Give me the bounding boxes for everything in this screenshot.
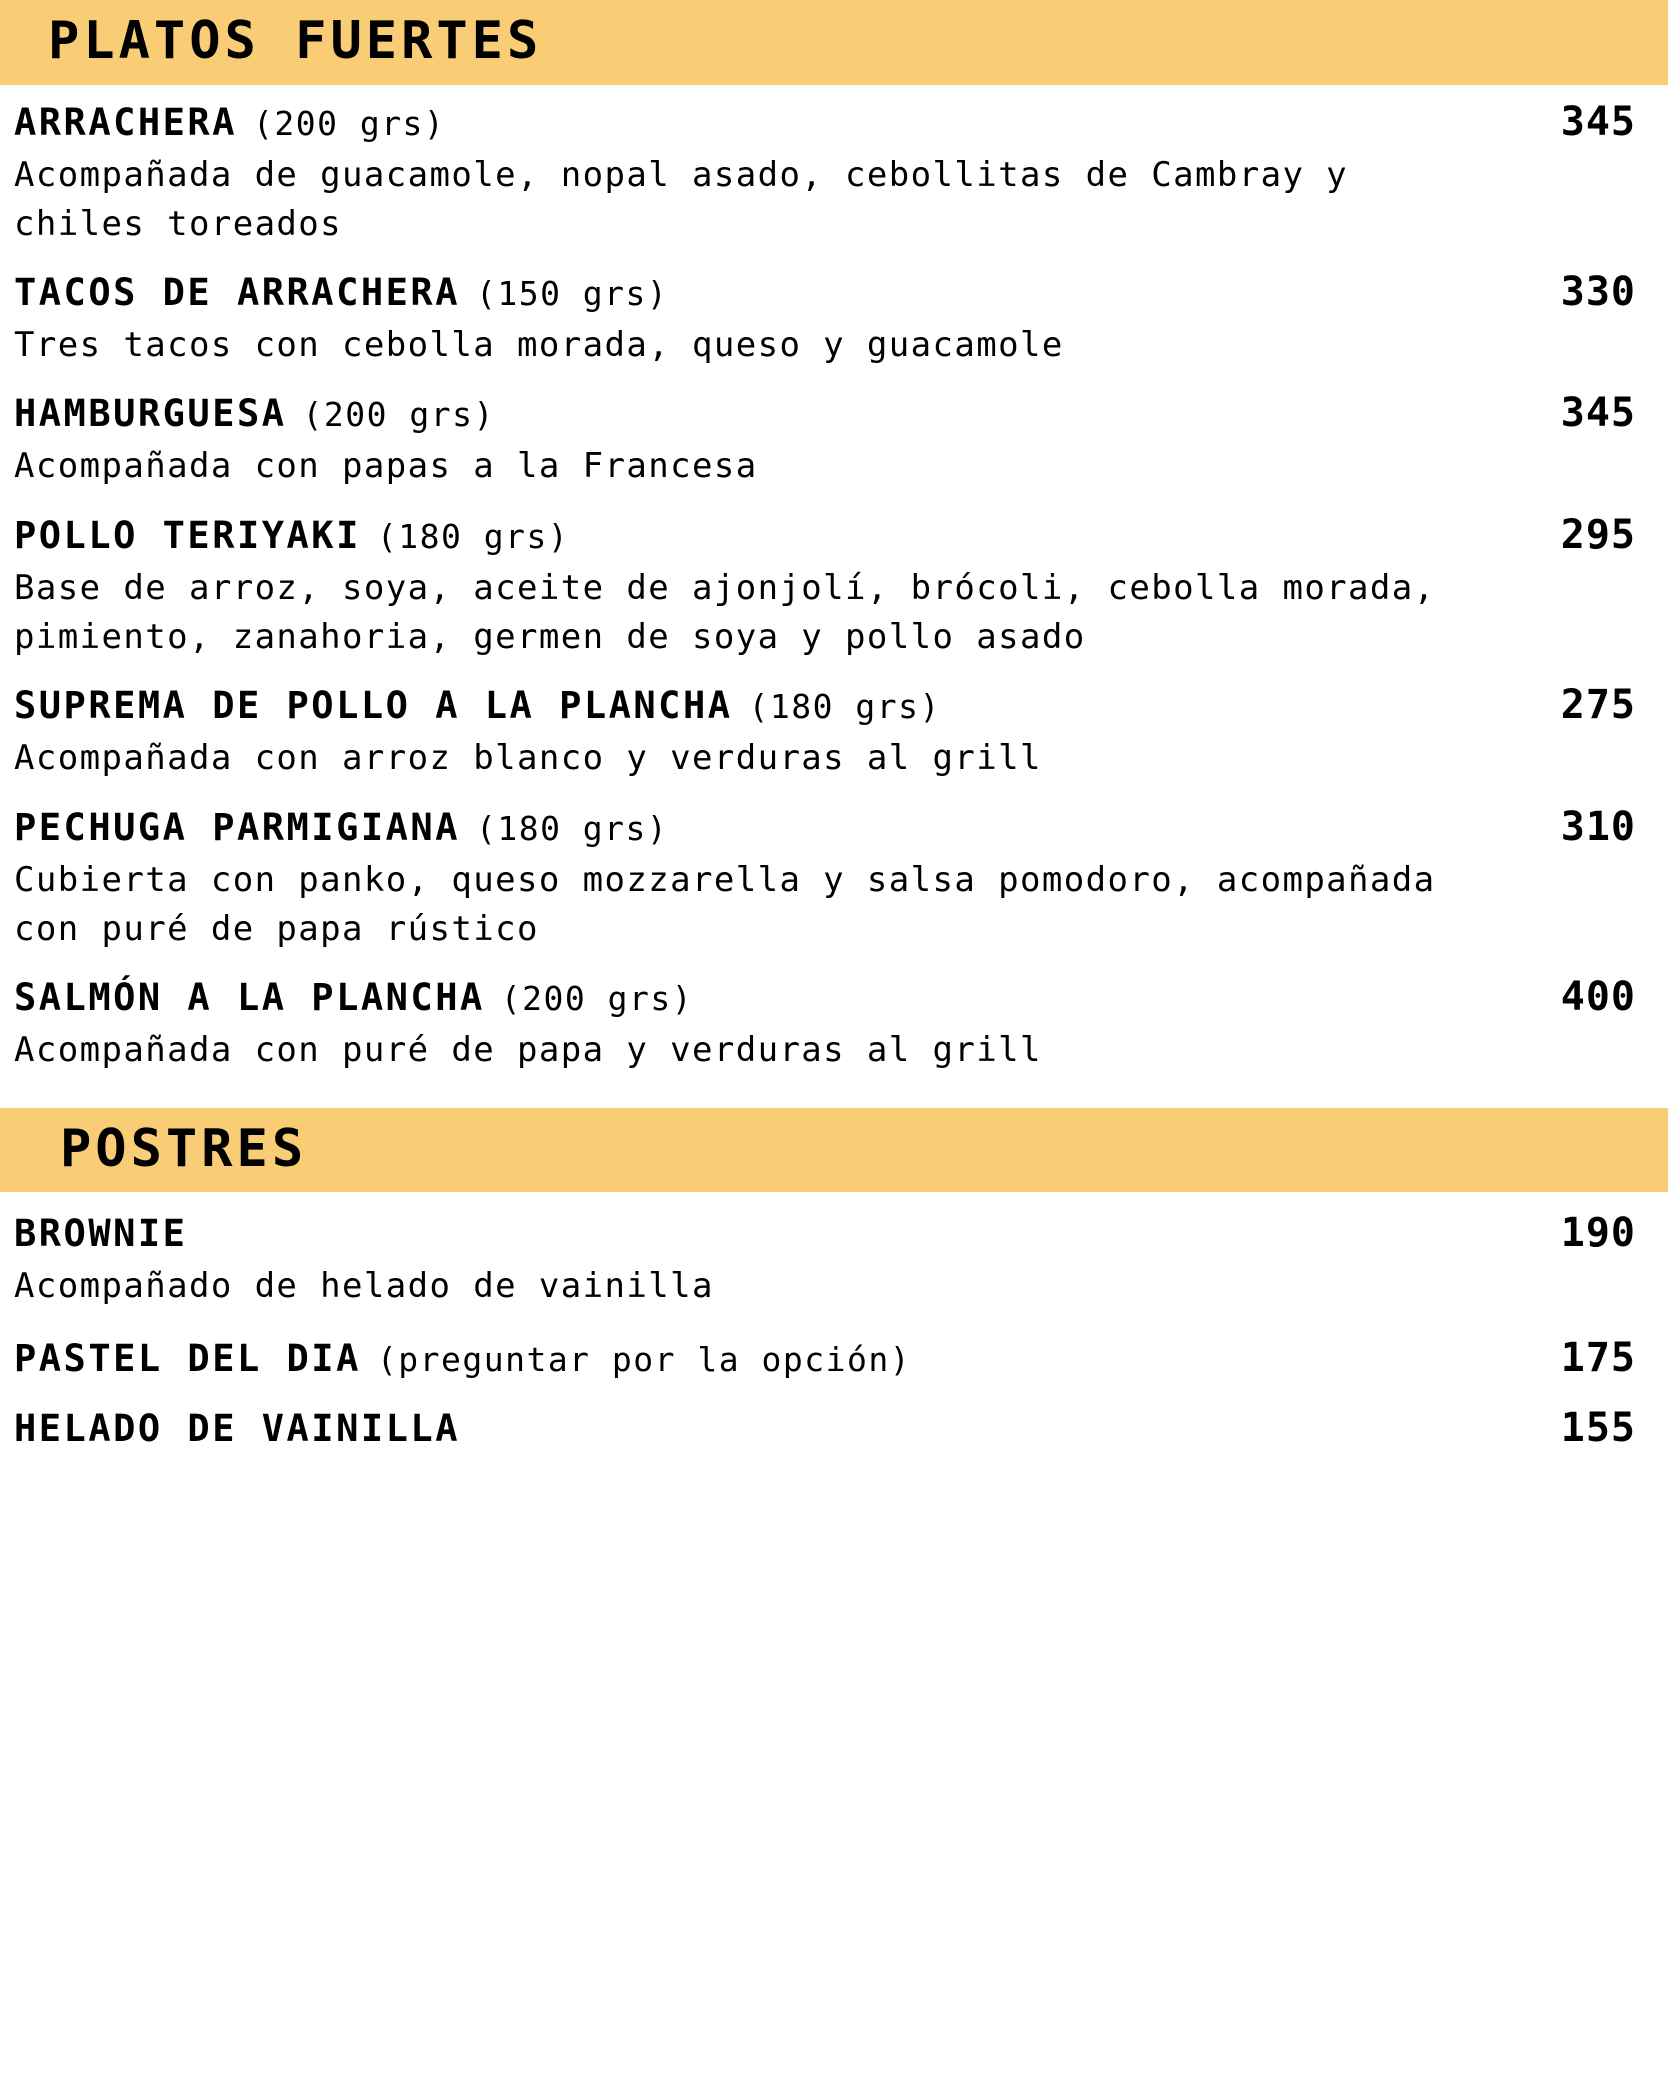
menu-item-description: Acompañada con puré de papa y verduras al grill [14,1030,1042,1071]
menu-item-quantity: (150 grs) [475,274,669,314]
menu-item-heading [14,1407,476,1450]
menu-item-name: TACOS DE ARRACHERA [14,271,460,315]
menu-item-line [14,1335,1646,1381]
menu-item [14,376,1646,497]
menu-item [14,790,1646,961]
menu-item-price: 310 [1560,803,1636,850]
menu-item-description: Acompañado de helado de vainilla [14,1266,714,1307]
menu-item-quantity: (preguntar por la opción) [376,1340,912,1380]
menu-item-name: PASTEL DEL DIA [14,1337,361,1381]
menu-item-line [14,99,1646,145]
section-body-postres [0,1192,1668,1457]
menu-item-price: 275 [1560,682,1636,729]
menu-item-name: SUPREMA DE POLLO A LA PLANCHA [14,684,733,728]
menu-item [14,255,1646,376]
menu-item-price: 345 [1560,390,1636,437]
menu-item [14,1317,1646,1387]
menu-item [14,85,1646,256]
menu-item-heading [14,392,495,435]
section-header-platos-fuertes [0,0,1668,85]
menu-section-postres [0,1108,1668,1458]
menu-item-description: Acompañada con papas a la Francesa [14,446,758,487]
menu-item-quantity: (200 grs) [302,395,495,435]
menu-item-quantity: (180 grs) [748,687,941,727]
section-header-postres [0,1108,1668,1193]
menu-item-description: Acompañada con arroz blanco y verduras al grill [14,738,1042,779]
menu-item-line [14,974,1646,1020]
menu-item-heading [14,101,445,144]
menu-item [14,668,1646,789]
menu-item [14,498,1646,669]
menu-item-line [14,512,1646,558]
section-body-platos-fuertes [0,85,1668,1082]
section-title: POSTRES [60,1118,308,1179]
menu-item-name: POLLO TERIYAKI [14,513,361,557]
menu-item-heading [14,514,569,557]
menu-item-description: Acompañada de guacamole, nopal asado, cebollitas de Cambray y chiles toreados [14,154,1349,244]
menu-item-name: SALMÓN A LA PLANCHA [14,976,485,1020]
menu-item-description: Cubierta con panko, queso mozzarella y salsa pomodoro, acompañada con puré de papa rústico [14,859,1436,949]
menu-item [14,960,1646,1081]
menu-item-line [14,1210,1646,1256]
menu-item-line [14,1405,1646,1451]
menu-item-quantity: (180 grs) [376,516,570,556]
menu-item-line [14,804,1646,850]
menu-item-heading [14,976,693,1019]
menu-item-heading [14,1337,911,1380]
menu-item-price: 155 [1560,1405,1636,1452]
menu-item-description: Base de arroz, soya, aceite de ajonjolí, brócoli, cebolla morada, pimiento, zanahoria, germen de soya y pollo asado [14,567,1436,658]
menu-item-heading [14,1212,203,1255]
menu-item-heading [14,684,941,727]
menu-item-price: 190 [1560,1210,1636,1257]
menu-item-quantity: (200 grs) [500,979,694,1019]
menu-item-price: 295 [1560,511,1636,558]
menu-item-name: HELADO DE VAINILLA [14,1407,460,1451]
menu-item-price: 400 [1560,974,1636,1021]
menu-item-price: 175 [1560,1335,1636,1382]
menu-item-description: Tres tacos con cebolla morada, queso y guacamole [14,325,1064,366]
menu-item-heading [14,271,668,314]
menu-item-price: 345 [1560,98,1636,145]
menu-item-quantity: (200 grs) [252,103,446,143]
menu-item-name: HAMBURGUESA [14,392,287,436]
menu-item-name: ARRACHERA [14,100,237,144]
menu-item-price: 330 [1560,269,1636,316]
menu-item [14,1192,1646,1317]
menu-item-line [14,390,1646,436]
menu-item-line [14,682,1646,728]
menu-item-name: PECHUGA PARMIGIANA [14,805,460,849]
section-title: PLATOS FUERTES [48,11,543,71]
menu-item-name: BROWNIE [14,1212,188,1256]
menu-item-quantity: (180 grs) [475,808,669,848]
menu-item [14,1387,1646,1457]
menu-item-heading [14,806,668,849]
menu-item-line [14,269,1646,315]
